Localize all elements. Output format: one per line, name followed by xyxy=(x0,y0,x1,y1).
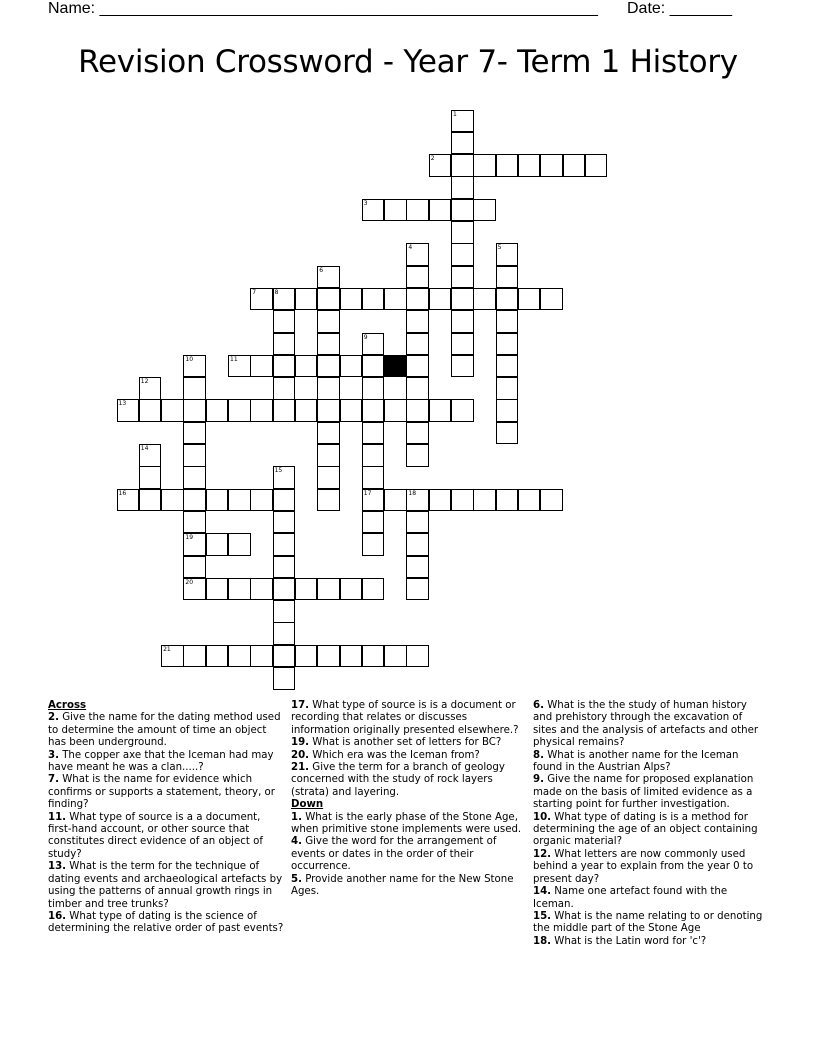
clue-item xyxy=(48,812,284,862)
grid-cell[interactable] xyxy=(451,355,474,378)
grid-cell[interactable] xyxy=(406,310,429,333)
clue-text: What is the early phase of the Stone Age, when primitive stone implements were used. xyxy=(291,811,522,836)
grid-block-cell xyxy=(384,355,407,378)
grid-cell[interactable] xyxy=(451,243,474,266)
grid-cell[interactable] xyxy=(317,422,340,445)
grid-cell[interactable] xyxy=(317,266,340,289)
grid-cell[interactable] xyxy=(384,399,407,422)
grid-cell[interactable] xyxy=(362,578,385,601)
grid-cell[interactable] xyxy=(273,288,296,311)
grid-cell[interactable] xyxy=(496,266,519,289)
grid-cell[interactable] xyxy=(362,377,385,400)
clue-number: 14. xyxy=(533,886,552,898)
clue-item xyxy=(291,737,527,749)
grid-cell[interactable] xyxy=(295,399,318,422)
grid-cell[interactable] xyxy=(451,221,474,244)
clue-item xyxy=(291,750,527,762)
name-field-label[interactable]: Name: ________________________________________________________ xyxy=(48,0,598,17)
clue-number-label: 11 xyxy=(230,355,238,363)
grid-cell[interactable] xyxy=(429,154,452,177)
clue-number-label: 5 xyxy=(497,244,502,252)
grid-cell[interactable] xyxy=(384,199,407,222)
clue-number-label: 21 xyxy=(163,645,171,653)
clue-number-label: 10 xyxy=(185,355,194,363)
grid-cell[interactable] xyxy=(362,645,385,668)
grid-cell[interactable] xyxy=(451,110,474,133)
clue-item xyxy=(533,911,769,936)
grid-cell[interactable] xyxy=(295,288,318,311)
clue-number-label: 6 xyxy=(319,266,324,274)
clue-number-label: 2 xyxy=(430,155,435,163)
clue-text: What is another set of letters for BC? xyxy=(309,737,502,749)
grid-cell[interactable] xyxy=(451,489,474,512)
grid-cell[interactable] xyxy=(496,288,519,311)
grid-cell[interactable] xyxy=(451,333,474,356)
clue-item xyxy=(533,700,769,750)
grid-cell[interactable] xyxy=(362,511,385,534)
grid-cell[interactable] xyxy=(406,556,429,579)
grid-cell[interactable] xyxy=(496,333,519,356)
clue-text: Give the term for a branch of geology concerned with the study of rock layers (strata) and layering. xyxy=(291,762,505,798)
grid-cell[interactable] xyxy=(384,288,407,311)
grid-cell[interactable] xyxy=(206,399,229,422)
grid-cell[interactable] xyxy=(473,489,496,512)
clue-number-label: 4 xyxy=(408,244,413,252)
grid-cell[interactable] xyxy=(273,511,296,534)
page-title: Revision Crossword - Year 7- Term 1 History xyxy=(78,44,738,80)
clue-number-label: 16 xyxy=(118,489,127,497)
grid-cell[interactable] xyxy=(406,355,429,378)
grid-cell[interactable] xyxy=(117,489,140,512)
grid-cell[interactable] xyxy=(206,578,229,601)
grid-cell[interactable] xyxy=(228,578,251,601)
clue-number: 7. xyxy=(48,774,59,786)
grid-cell[interactable] xyxy=(451,199,474,222)
clue-text: Give the word for the arrangement of events or dates in the order of their occurrence. xyxy=(291,836,497,873)
grid-cell[interactable] xyxy=(317,310,340,333)
grid-cell[interactable] xyxy=(139,489,162,512)
grid-cell[interactable] xyxy=(496,355,519,378)
clue-number: 16. xyxy=(48,910,67,922)
grid-cell[interactable] xyxy=(250,399,273,422)
clue-text: What is the the study of human history and prehistory through the excavation of sites and the analysis of artefacts and other physical remains? xyxy=(533,700,759,749)
grid-cell[interactable] xyxy=(518,154,541,177)
clue-text: What is the term for the technique of dating events and archaeological artefacts by using the patterns of annual growth rings in timber and tree trunks? xyxy=(48,861,283,910)
grid-cell[interactable] xyxy=(250,489,273,512)
grid-cell[interactable] xyxy=(183,355,206,378)
clue-item xyxy=(48,774,284,811)
grid-cell[interactable] xyxy=(228,355,251,378)
grid-cell[interactable] xyxy=(429,489,452,512)
clue-number: 10. xyxy=(533,811,552,823)
grid-cell[interactable] xyxy=(228,399,251,422)
grid-cell[interactable] xyxy=(183,645,206,668)
grid-cell[interactable] xyxy=(406,422,429,445)
grid-cell[interactable] xyxy=(183,489,206,512)
grid-cell[interactable] xyxy=(317,355,340,378)
clue-number: 18. xyxy=(533,935,552,947)
grid-cell[interactable] xyxy=(384,645,407,668)
clue-number-label: 18 xyxy=(408,489,417,497)
grid-cell[interactable] xyxy=(451,310,474,333)
grid-cell[interactable] xyxy=(518,489,541,512)
clue-number-label: 19 xyxy=(185,534,194,542)
grid-cell[interactable] xyxy=(362,199,385,222)
grid-cell[interactable] xyxy=(451,176,474,199)
grid-cell[interactable] xyxy=(340,288,363,311)
grid-cell[interactable] xyxy=(473,288,496,311)
grid-cell[interactable] xyxy=(340,578,363,601)
grid-cell[interactable] xyxy=(183,578,206,601)
grid-cell[interactable] xyxy=(317,489,340,512)
clue-item xyxy=(291,700,527,737)
grid-cell[interactable] xyxy=(473,154,496,177)
grid-cell[interactable] xyxy=(473,199,496,222)
clue-item xyxy=(291,836,527,873)
clue-number: 15. xyxy=(533,910,552,922)
grid-cell[interactable] xyxy=(273,600,296,623)
grid-cell[interactable] xyxy=(406,243,429,266)
date-field-label[interactable]: Date: _______ xyxy=(627,0,732,17)
clue-item xyxy=(48,861,284,911)
grid-cell[interactable] xyxy=(540,154,563,177)
grid-cell[interactable] xyxy=(496,154,519,177)
grid-cell[interactable] xyxy=(183,466,206,489)
clue-number-label: 14 xyxy=(140,445,149,452)
clue-item xyxy=(533,936,769,948)
grid-cell[interactable] xyxy=(273,622,296,645)
grid-cell[interactable] xyxy=(183,444,206,467)
across-heading: Across xyxy=(48,700,87,711)
grid-cell[interactable] xyxy=(451,288,474,311)
grid-cell[interactable] xyxy=(563,154,586,177)
clue-number: 1. xyxy=(291,811,302,823)
clue-item xyxy=(48,911,284,936)
grid-cell[interactable] xyxy=(317,645,340,668)
clue-number-label: 1 xyxy=(453,110,457,118)
clue-item xyxy=(291,812,527,837)
clue-text: What is another name for the Iceman found in the Austrian Alps? xyxy=(533,749,739,774)
grid-cell[interactable] xyxy=(228,533,251,556)
grid-cell[interactable] xyxy=(273,489,296,512)
grid-cell[interactable] xyxy=(273,377,296,400)
clue-number: 12. xyxy=(533,848,552,860)
clue-text: What letters are now commonly used behind a year to explain from the year 0 to present day? xyxy=(533,848,754,885)
grid-cell[interactable] xyxy=(518,288,541,311)
clue-number: 13. xyxy=(48,861,67,873)
grid-cell[interactable] xyxy=(406,533,429,556)
clue-text: Give the name for proposed explanation made on the basis of limited evidence as a starting point for further investigation. xyxy=(533,774,754,811)
grid-cell[interactable] xyxy=(183,533,206,556)
grid-cell[interactable] xyxy=(206,533,229,556)
clue-number-label: 9 xyxy=(363,333,368,341)
clues-column-1 xyxy=(48,700,284,936)
clue-text: What type of source is a a document, first-hand account, or other source that constitutes direct evidence of an object of study? xyxy=(48,811,263,860)
grid-cell[interactable] xyxy=(139,399,162,422)
grid-cell[interactable] xyxy=(406,333,429,356)
grid-cell[interactable] xyxy=(317,333,340,356)
clue-item xyxy=(48,750,284,775)
grid-cell[interactable] xyxy=(540,489,563,512)
clue-number-label: 7 xyxy=(252,288,257,296)
grid-cell[interactable] xyxy=(183,377,206,400)
clue-item xyxy=(291,874,527,899)
grid-cell[interactable] xyxy=(362,333,385,356)
grid-cell[interactable] xyxy=(161,399,184,422)
grid-cell[interactable] xyxy=(362,355,385,378)
grid-cell[interactable] xyxy=(406,288,429,311)
grid-cell[interactable] xyxy=(139,444,162,467)
grid-cell[interactable] xyxy=(362,489,385,512)
clue-text: What type of dating is the science of determining the relative order of past events? xyxy=(48,910,284,935)
clue-number: 6. xyxy=(533,700,544,711)
grid-cell[interactable] xyxy=(585,154,608,177)
grid-cell[interactable] xyxy=(451,132,474,155)
clues-column-3 xyxy=(533,700,769,948)
grid-cell[interactable] xyxy=(250,578,273,601)
clue-text: What is the Latin word for 'c'? xyxy=(551,935,707,947)
grid-cell[interactable] xyxy=(451,154,474,177)
grid-cell[interactable] xyxy=(317,377,340,400)
clue-item xyxy=(48,712,284,749)
clue-number: 4. xyxy=(291,836,302,848)
grid-cell[interactable] xyxy=(429,399,452,422)
grid-cell[interactable] xyxy=(496,243,519,266)
grid-cell[interactable] xyxy=(117,399,140,422)
grid-cell[interactable] xyxy=(295,578,318,601)
down-heading: Down xyxy=(291,799,324,811)
grid-cell[interactable] xyxy=(362,422,385,445)
grid-cell[interactable] xyxy=(273,645,296,668)
clue-number-label: 17 xyxy=(363,489,372,497)
grid-cell[interactable] xyxy=(183,399,206,422)
clue-text: What is the name relating to or denoting the middle part of the Stone Age xyxy=(533,910,763,935)
grid-cell[interactable] xyxy=(317,288,340,311)
grid-cell[interactable] xyxy=(273,667,296,690)
grid-cell[interactable] xyxy=(429,288,452,311)
grid-cell[interactable] xyxy=(406,645,429,668)
clue-number: 5. xyxy=(291,873,302,885)
clue-text: Give the name for the dating method used to determine the amount of time an object has been underground. xyxy=(48,712,281,749)
clue-item xyxy=(533,849,769,886)
clue-text: The copper axe that the Iceman had may have meant he was a clan.....? xyxy=(48,749,274,774)
grid-cell[interactable] xyxy=(384,489,407,512)
grid-cell[interactable] xyxy=(250,355,273,378)
grid-cell[interactable] xyxy=(406,199,429,222)
grid-cell[interactable] xyxy=(451,399,474,422)
clue-item xyxy=(533,886,769,911)
grid-cell[interactable] xyxy=(317,578,340,601)
grid-cell[interactable] xyxy=(139,377,162,400)
grid-cell[interactable] xyxy=(273,556,296,579)
grid-cell[interactable] xyxy=(496,489,519,512)
grid-cell[interactable] xyxy=(451,266,474,289)
clue-item xyxy=(533,774,769,811)
clue-number-label: 8 xyxy=(274,288,279,296)
clue-number: 20. xyxy=(291,749,310,761)
grid-cell[interactable] xyxy=(183,422,206,445)
grid-cell[interactable] xyxy=(273,533,296,556)
grid-cell[interactable] xyxy=(496,399,519,422)
clue-text: What type of dating is is a method for determining the age of an object containing organic material? xyxy=(533,811,758,848)
clue-number-label: 3 xyxy=(363,199,368,207)
grid-cell[interactable] xyxy=(273,399,296,422)
grid-cell[interactable] xyxy=(362,399,385,422)
grid-cell[interactable] xyxy=(273,578,296,601)
grid-cell[interactable] xyxy=(406,444,429,467)
clue-item xyxy=(533,750,769,775)
grid-cell[interactable] xyxy=(340,399,363,422)
clue-number-label: 20 xyxy=(185,578,194,586)
grid-cell[interactable] xyxy=(496,377,519,400)
grid-cell[interactable] xyxy=(295,355,318,378)
grid-cell[interactable] xyxy=(406,489,429,512)
clue-number-label: 13 xyxy=(118,400,127,408)
grid-cell[interactable] xyxy=(228,645,251,668)
clue-number: 9. xyxy=(533,774,544,786)
grid-cell[interactable] xyxy=(406,511,429,534)
grid-cell[interactable] xyxy=(183,556,206,579)
clue-item xyxy=(291,762,527,799)
clue-number: 19. xyxy=(291,737,310,749)
clue-number: 3. xyxy=(48,749,59,761)
grid-cell[interactable] xyxy=(139,466,162,489)
grid-cell[interactable] xyxy=(340,355,363,378)
grid-cell[interactable] xyxy=(340,645,363,668)
grid-cell[interactable] xyxy=(206,645,229,668)
clue-number-label: 15 xyxy=(274,467,283,475)
grid-cell[interactable] xyxy=(161,489,184,512)
grid-cell[interactable] xyxy=(228,489,251,512)
grid-cell[interactable] xyxy=(362,466,385,489)
grid-cell[interactable] xyxy=(406,578,429,601)
grid-cell[interactable] xyxy=(183,511,206,534)
clues-column-2 xyxy=(291,700,527,899)
grid-cell[interactable] xyxy=(317,444,340,467)
grid-cell[interactable] xyxy=(496,310,519,333)
grid-cell[interactable] xyxy=(362,444,385,467)
grid-cell[interactable] xyxy=(273,333,296,356)
grid-cell[interactable] xyxy=(406,266,429,289)
clue-text: Which era was the Iceman from? xyxy=(309,749,480,761)
grid-cell[interactable] xyxy=(250,288,273,311)
grid-cell[interactable] xyxy=(540,288,563,311)
grid-cell[interactable] xyxy=(317,399,340,422)
clue-number: 21. xyxy=(291,762,310,774)
grid-cell[interactable] xyxy=(206,489,229,512)
grid-cell[interactable] xyxy=(273,466,296,489)
clue-number: 2. xyxy=(48,712,59,724)
grid-cell[interactable] xyxy=(273,310,296,333)
grid-cell[interactable] xyxy=(273,355,296,378)
grid-cell[interactable] xyxy=(496,422,519,445)
clue-number: 8. xyxy=(533,749,544,761)
grid-cell[interactable] xyxy=(406,377,429,400)
grid-cell[interactable] xyxy=(317,466,340,489)
grid-cell[interactable] xyxy=(406,399,429,422)
clue-number: 11. xyxy=(48,811,67,823)
grid-cell[interactable] xyxy=(250,645,273,668)
grid-cell[interactable] xyxy=(362,533,385,556)
clue-text: Provide another name for the New Stone Ages. xyxy=(291,873,514,898)
grid-cell[interactable] xyxy=(362,288,385,311)
clue-text: What is the name for evidence which confirms or supports a statement, theory, or finding? xyxy=(48,774,275,811)
clue-text: What type of source is is a document or recording that relates or discusses information originally presented elsewhere.? xyxy=(291,700,519,736)
grid-cell[interactable] xyxy=(295,645,318,668)
clue-number: 17. xyxy=(291,700,310,711)
grid-cell[interactable] xyxy=(429,199,452,222)
clue-item xyxy=(533,812,769,849)
grid-cell[interactable] xyxy=(161,645,184,668)
clue-number-label: 12 xyxy=(140,378,149,386)
clue-text: Name one artefact found with the Iceman. xyxy=(533,886,728,910)
